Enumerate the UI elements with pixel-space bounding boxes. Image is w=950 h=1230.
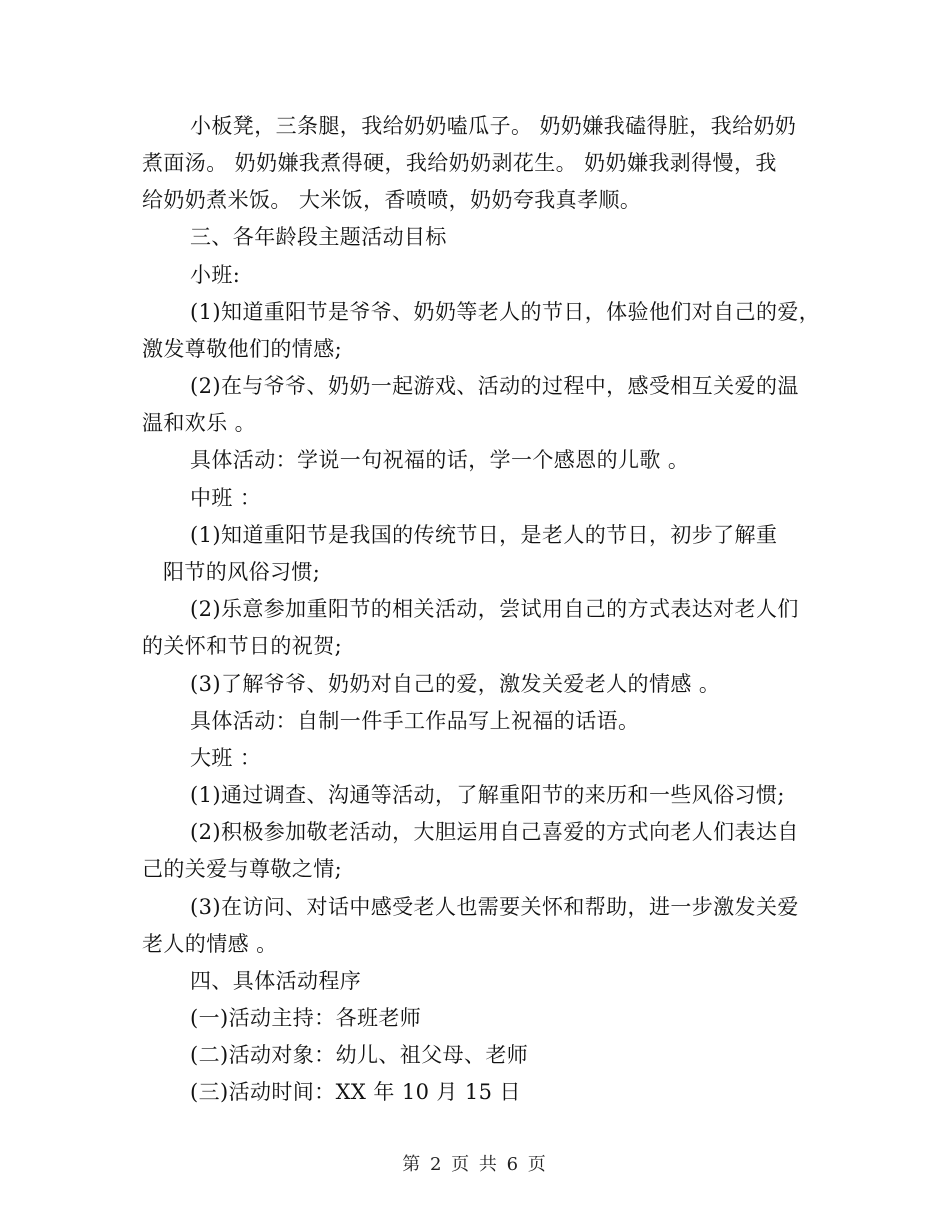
paragraph-line: (1)通过调查、沟通等活动，了解重阳节的来历和一些风俗习惯; [190,783,785,807]
page-number: 第 2 页 共 6 页 [402,1154,548,1175]
paragraph-line: 己的关爱与尊敬之情; [142,857,343,881]
class-heading: 中班 ： [190,486,262,510]
section-heading: 四、具体活动程序 [190,969,362,993]
paragraph-line: (1)知道重阳节是我国的传统节日，是老人的节日，初步了解重 [190,523,778,547]
paragraph-line: (三)活动时间：XX 年 10 月 15 日 [190,1080,521,1104]
paragraph-line: (2)在与爷爷、奶奶一起游戏、活动的过程中，感受相互关爱的温 [190,374,799,398]
paragraph-line: 小板凳，三条腿，我给奶奶嗑瓜子。 奶奶嫌我磕得脏，我给奶奶 [190,114,797,138]
paragraph-line: 的关怀和节日的祝贺; [142,634,343,658]
paragraph-line: 煮面汤。 奶奶嫌我煮得硬，我给奶奶剥花生。 奶奶嫌我剥得慢，我 [142,151,777,175]
paragraph-line: 具体活动：自制一件手工作品写上祝福的话语。 [190,709,640,733]
class-heading: 大班 ： [190,746,262,770]
class-heading: 小班: [190,263,241,287]
paragraph-line: (二)活动对象：幼儿、祖父母、老师 [190,1043,529,1067]
paragraph-line: (1)知道重阳节是爷爷、奶奶等老人的节日，体验他们对自己的爱， [190,300,821,324]
paragraph-line: (3)在访问、对话中感受老人也需要关怀和帮助，进一步激发关爱 [190,895,799,919]
paragraph-line: 激发尊敬他们的情感; [142,337,343,361]
paragraph-line: 阳节的风俗习惯; [163,560,321,584]
paragraph-line: 给奶奶煮米饭。 大米饭，香喷喷，奶奶夸我真孝顺。 [142,188,642,212]
paragraph-line: (3)了解爷爷、奶奶对自己的爱，激发关爱老人的情感 。 [190,672,721,696]
paragraph-line: (一)活动主持：各班老师 [190,1006,422,1030]
paragraph-line: 具体活动：学说一句祝福的话，学一个感恩的儿歌 。 [190,448,690,472]
paragraph-line: (2)乐意参加重阳节的相关活动，尝试用自己的方式表达对老人们 [190,597,799,621]
paragraph-line: 温和欢乐 。 [142,411,257,435]
paragraph-line: (2)积极参加敬老活动，大胆运用自己喜爱的方式向老人们表达自 [190,820,799,844]
paragraph-line: 老人的情感 。 [142,932,278,956]
section-heading: 三、各年龄段主题活动目标 [190,225,447,249]
